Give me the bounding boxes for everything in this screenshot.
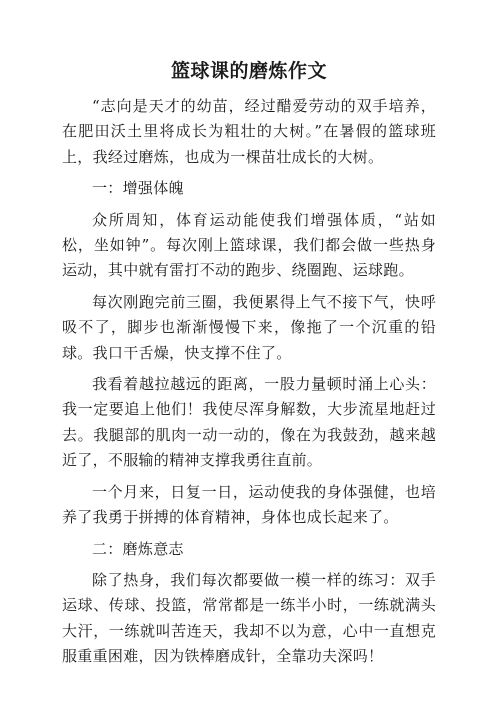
paragraph-4: 我看着越拉越远的距离，一股力量顿时涌上心头：我一定要追上他们！我使尽浑身解数，大步流星地赶过去。我腿部的肌肉一动一动的，像在为我鼓劲，越来越近了，不服输的精神支撑我勇往直前。 xyxy=(62,375,436,470)
paragraph-5: 一个月来，日复一日，运动使我的身体强健，也培养了我勇于拼搏的体育精神，身体也成长起来了。 xyxy=(62,482,436,527)
paragraph-6: 除了热身，我们每次都要做一模一样的练习：双手运球、传球、投篮，常常都是一练半小时，一练就满头大汗，一练就叫苦连天，我却不以为意，心中一直想克服重重困难，因为铁棒磨成针，全靠功夫深吗！ xyxy=(62,570,436,666)
intro-paragraph: “志向是天才的幼苗，经过醋爱劳动的双手培养，在肥田沃土里将成长为粗壮的大树。”在暑假的篮球班上，我经过磨炼，也成为一棵苗壮成长的大树。 xyxy=(62,97,436,166)
paragraph-2: 众所周知，体育运动能使我们增强体质，“站如松，坐如钟”。每次刚上篮球课，我们都会做一些热身运动，其中就有雷打不动的跑步、绕圈跑、运球跑。 xyxy=(62,210,436,280)
section-heading-2: 二：磨炼意志 xyxy=(92,539,184,558)
paragraph-3: 每次刚跑完前三圈，我便累得上气不接下气，快呼吸不了，脚步也渐渐慢慢下来，像拖了一个沉重的铅球。我口干舌燥，快支撑不住了。 xyxy=(62,292,436,362)
section-heading-1: 一：增强体魄 xyxy=(92,179,184,198)
document-title: 篮球课的磨炼作文 xyxy=(170,60,327,82)
document-body xyxy=(62,94,436,670)
